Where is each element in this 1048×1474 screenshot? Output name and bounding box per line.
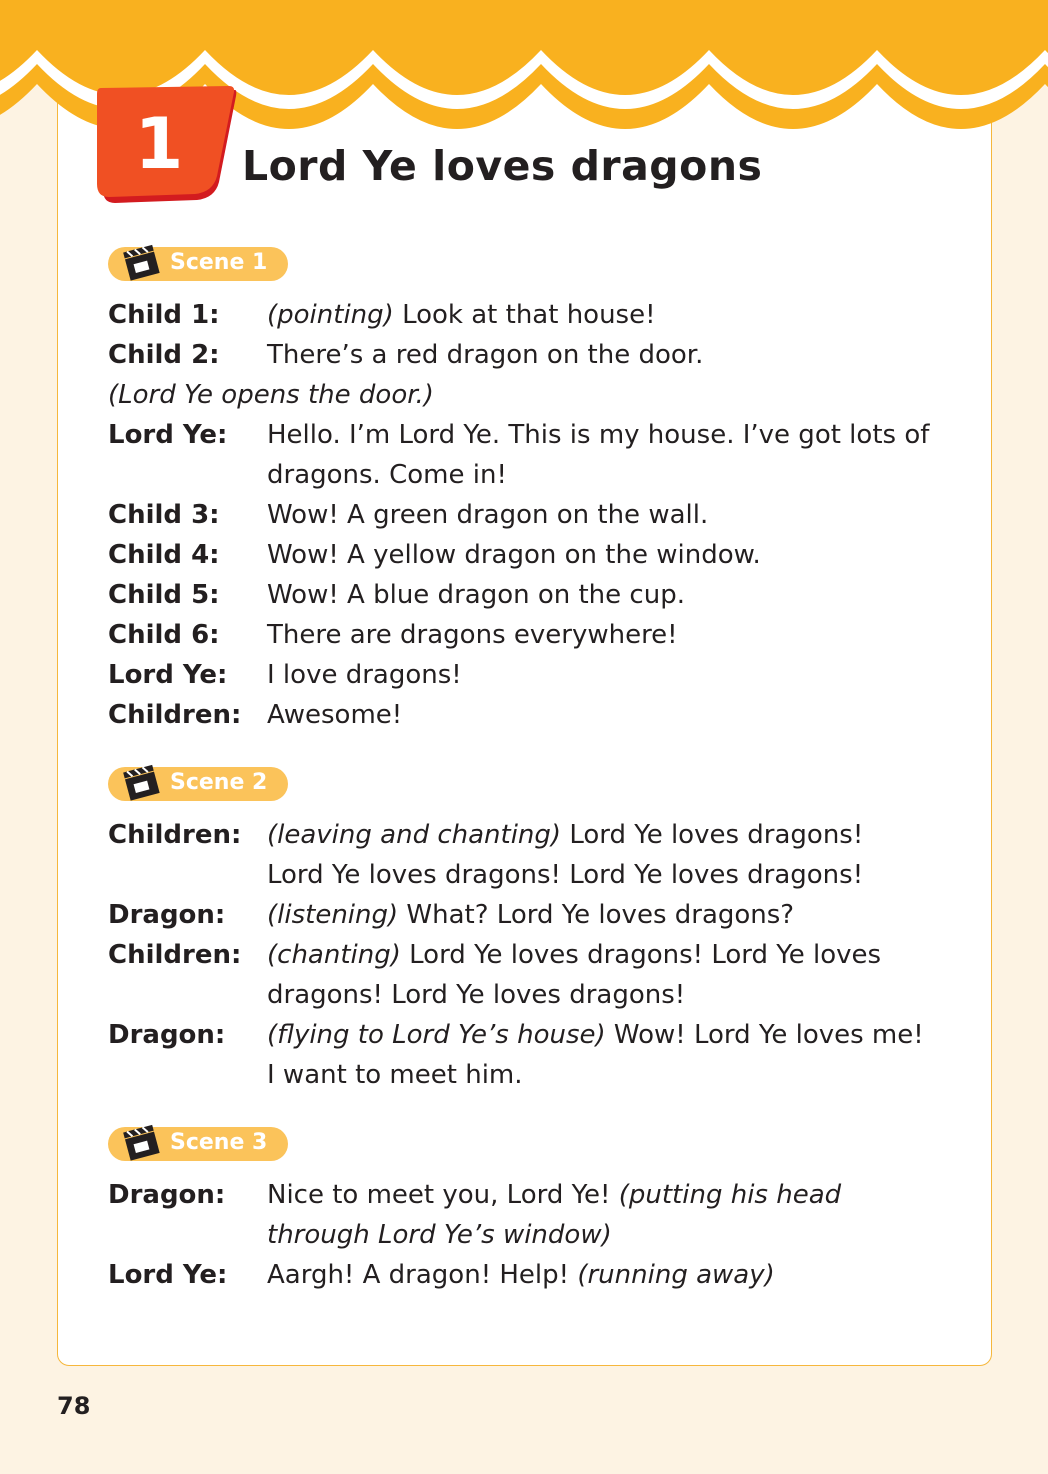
speaker: Dragon: xyxy=(108,1180,226,1210)
dialogue-text-line xyxy=(267,855,967,895)
scene-label-1 xyxy=(108,247,288,281)
dialogue-text-line xyxy=(267,935,967,975)
dialogue-text: What? Lord Ye loves dragons? xyxy=(398,900,795,930)
speaker: Lord Ye: xyxy=(108,420,228,450)
dialogue-text: Hello. I’m Lord Ye. This is my house. I’ve got lots of xyxy=(267,420,930,450)
dialogue-line xyxy=(108,375,968,415)
scene-title: Scene 2 xyxy=(170,770,268,795)
dialogue-text-line xyxy=(267,615,967,655)
scene-label-3 xyxy=(108,1127,288,1161)
speaker: Child 2: xyxy=(108,340,220,370)
dialogue-text: Wow! Lord Ye loves me! xyxy=(605,1020,924,1050)
clapperboard-icon xyxy=(122,239,162,283)
stage-direction: (putting his head xyxy=(618,1180,842,1210)
chapter-number: 1 xyxy=(134,103,184,185)
dialogue-text-line xyxy=(267,1055,967,1095)
speaker: Dragon: xyxy=(108,1020,226,1050)
dialogue-text: Lord Ye loves dragons! Lord Ye loves dragons! xyxy=(267,860,864,890)
stage-direction: (listening) xyxy=(267,900,399,930)
dialogue-text-line xyxy=(267,1255,967,1295)
clapperboard-icon xyxy=(122,1119,162,1163)
dialogue-text-line xyxy=(267,655,967,695)
dialogue-text: dragons! Lord Ye loves dragons! xyxy=(267,980,686,1010)
page-title: Lord Ye loves dragons xyxy=(242,142,763,190)
speaker: Child 1: xyxy=(108,300,220,330)
dialogue-text-line xyxy=(267,335,967,375)
speaker: Children: xyxy=(108,700,242,730)
clapperboard-icon xyxy=(122,759,162,803)
speaker: Lord Ye: xyxy=(108,1260,228,1290)
stage-direction: (pointing) xyxy=(267,300,394,330)
dialogue-text-line xyxy=(267,1015,967,1055)
dialogue-text: Lord Ye loves dragons! xyxy=(561,820,864,850)
dialogue-text: I want to meet him. xyxy=(267,1060,523,1090)
stage-direction: through Lord Ye’s window) xyxy=(267,1220,612,1250)
dialogue-text-line xyxy=(267,535,967,575)
dialogue-text-line xyxy=(267,1175,967,1215)
dialogue-text: Nice to meet you, Lord Ye! xyxy=(267,1180,619,1210)
chapter-number-badge xyxy=(97,86,223,200)
stage-direction: (running away) xyxy=(577,1260,775,1290)
dialogue-text-line xyxy=(267,1215,967,1255)
dialogue-text: There’s a red dragon on the door. xyxy=(267,340,704,370)
dialogue-text: Look at that house! xyxy=(393,300,656,330)
speaker: Children: xyxy=(108,820,242,850)
dialogue-text: Wow! A green dragon on the wall. xyxy=(267,500,709,530)
dialogue-text: There are dragons everywhere! xyxy=(267,620,678,650)
scene-label-2 xyxy=(108,767,288,801)
dialogue-text-line xyxy=(267,895,967,935)
dialogue-text-line xyxy=(267,295,967,335)
dialogue-text: Awesome! xyxy=(267,700,403,730)
speaker: Lord Ye: xyxy=(108,660,228,690)
dialogue-text: Wow! A blue dragon on the cup. xyxy=(267,580,685,610)
dialogue-text-line xyxy=(267,575,967,615)
speaker: Child 6: xyxy=(108,620,220,650)
dialogue-text: Aargh! A dragon! Help! xyxy=(267,1260,578,1290)
dialogue-text-line xyxy=(267,695,967,735)
dialogue-text: Lord Ye loves dragons! Lord Ye loves xyxy=(400,940,882,970)
dialogue-text-line xyxy=(267,975,967,1015)
speaker: Child 4: xyxy=(108,540,220,570)
stage-direction: (leaving and chanting) xyxy=(267,820,562,850)
stage-direction: (flying to Lord Ye’s house) xyxy=(267,1020,606,1050)
dialogue-text: Wow! A yellow dragon on the window. xyxy=(267,540,761,570)
dialogue-text-line xyxy=(267,415,967,455)
stage-direction: (Lord Ye opens the door.) xyxy=(108,380,434,410)
dialogue-text: I love dragons! xyxy=(267,660,462,690)
stage-direction: (chanting) xyxy=(267,940,401,970)
dialogue-text: dragons. Come in! xyxy=(267,460,507,490)
speaker: Child 5: xyxy=(108,580,220,610)
dialogue-text-line xyxy=(267,455,967,495)
speaker: Child 3: xyxy=(108,500,220,530)
scene-title: Scene 3 xyxy=(170,1130,268,1155)
page-number: 78 xyxy=(57,1392,91,1420)
dialogue-text-line xyxy=(267,815,967,855)
speaker: Children: xyxy=(108,940,242,970)
dialogue-text-line xyxy=(267,495,967,535)
speaker: Dragon: xyxy=(108,900,226,930)
scene-title: Scene 1 xyxy=(170,250,268,275)
